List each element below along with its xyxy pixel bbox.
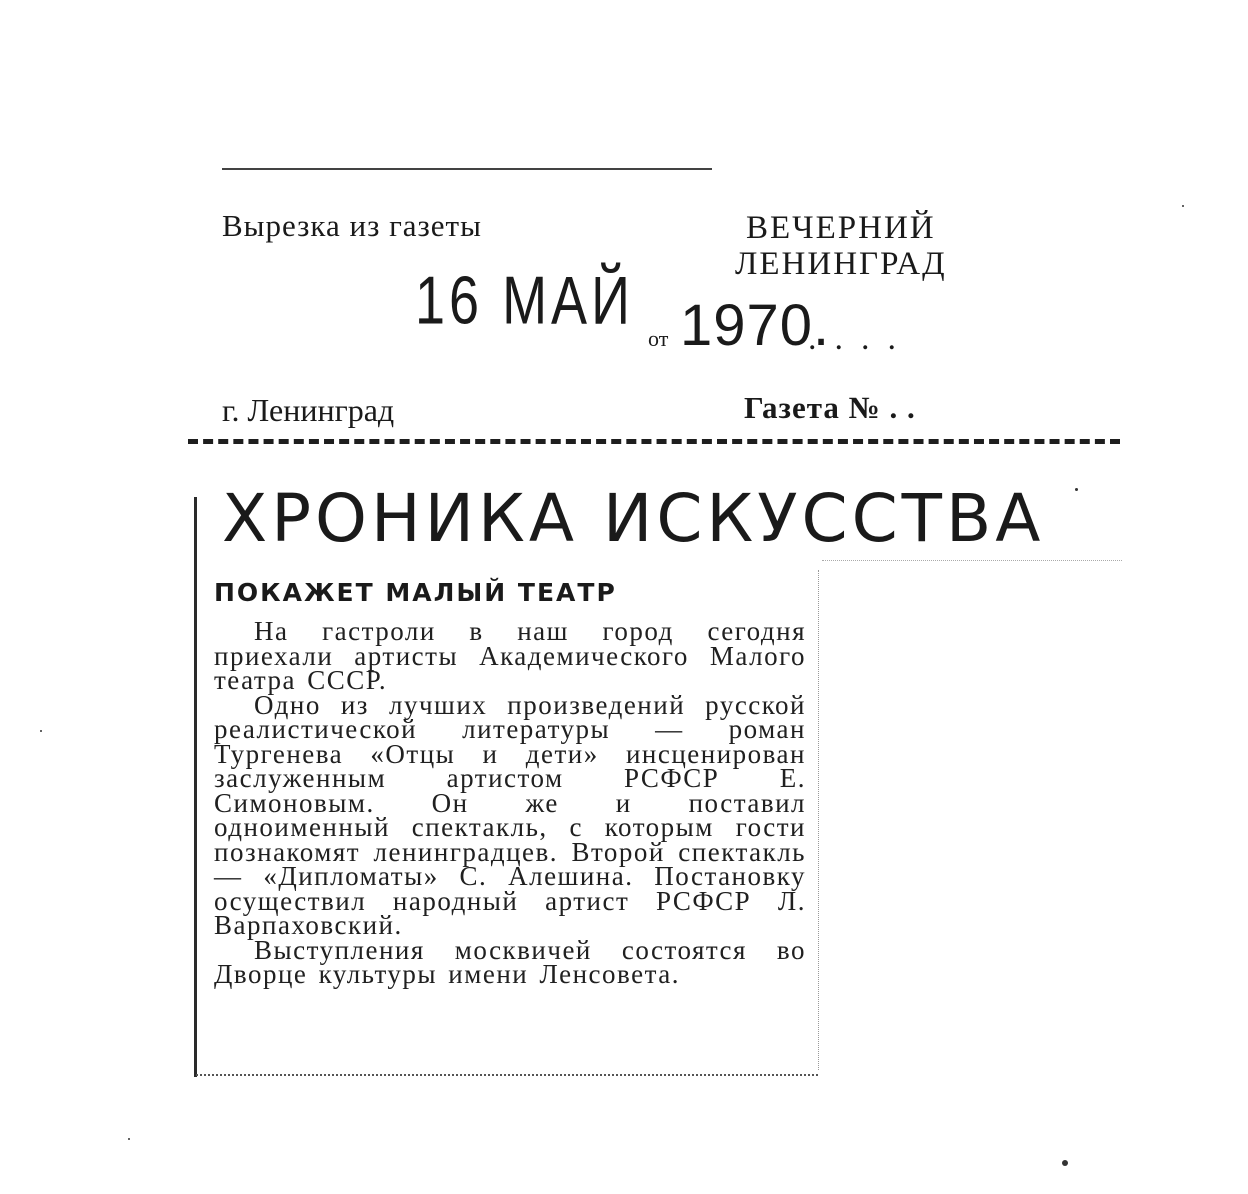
article-paragraph: На гастроли в наш город сегодня приехали артисты Академического Малого театра СССР. [214,616,806,695]
scan-speck [128,1138,130,1140]
date-prefix: от [648,326,669,351]
date-dots: .... [808,320,914,357]
section-title: ХРОНИКА ИСКУССТВА [222,480,1045,557]
city-label: г. Ленинград [222,392,395,428]
date-stamp: 16 МАЙ [415,263,634,339]
clipping-top-edge [822,560,1122,561]
scan-speck [1182,205,1184,207]
clipping-right-border [818,570,819,1070]
top-rule [222,168,712,170]
date-year: 1970. [680,293,831,358]
scan-speck [40,730,42,732]
clipping-bottom-border [196,1074,818,1076]
form-label: Вырезка из газеты [222,208,482,243]
article-paragraph: Одно из лучших произведений русской реалистической литературы — роман Тургенева «Отцы и дети» инсценирован заслуженным артистом РСФСР Е. Симоновым. Он же и поставил одноименный спектакль, с которым гости познакомят ленинградцев. Второй спектакль — «Дипломаты» С. Алешина. Постановку осуществил народный артист РСФСР Л. Варпаховский. [214,689,806,940]
scan-speck [1062,1160,1068,1166]
header-separator [188,439,1120,444]
newspaper-name [735,210,947,282]
newspaper-name-line1: ВЕЧЕРНИЙ [745,210,936,246]
newspaper-name-line2: ЛЕНИНГРАД [735,246,947,282]
article-body [214,616,806,989]
article-heading: ПОКАЖЕТ МАЛЫЙ ТЕАТР [214,578,617,607]
clipping-left-border [194,497,197,1077]
issue-label: Газета № . . [744,390,916,425]
article-paragraph: Выступления москвичей состоятся во Дворце культуры имени Ленсовета. [214,934,806,989]
scan-speck [1075,488,1078,491]
